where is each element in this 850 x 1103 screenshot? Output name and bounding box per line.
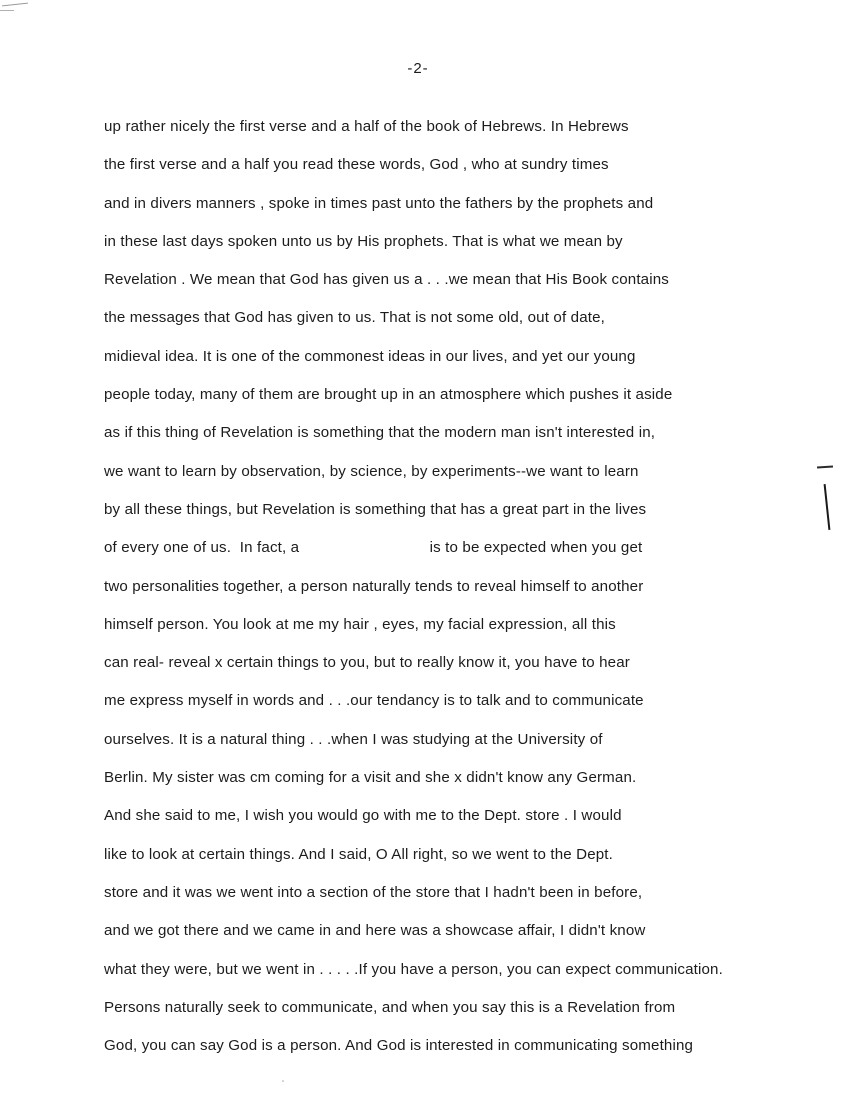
text-line: And she said to me, I wish you would go with me to the Dept. store . I would: [104, 807, 622, 825]
text-line: of every one of us. In fact, a is to be expected when you get: [104, 539, 643, 557]
body-text: [104, 114, 850, 1071]
text-line: up rather nicely the first verse and a half of the book of Hebrews. In Hebrews: [104, 118, 629, 135]
text-line: the first verse and a half you read these words, God , who at sundry times: [104, 156, 609, 174]
text-line: like to look at certain things. And I said, O All right, so we went to the Dept.: [104, 845, 614, 863]
text-line: Berlin. My sister was cm coming for a visit and she x didn't know any German.: [104, 769, 637, 787]
text-line: the messages that God has given to us. That is not some old, out of date,: [104, 309, 605, 327]
text-line: as if this thing of Revelation is something that the modern man isn't interested in,: [104, 424, 656, 442]
scan-mark: [0, 10, 14, 11]
text-line: me express myself in words and . . .our tendancy is to talk and to communicate: [104, 692, 644, 710]
text-line: midieval idea. It is one of the commonest ideas in our lives, and yet our young: [104, 347, 636, 365]
text-line: Persons naturally seek to communicate, and when you say this is a Revelation from: [104, 998, 676, 1016]
text-line: ourselves. It is a natural thing . . .when I was studying at the University of: [104, 730, 603, 748]
text-line: can real- reveal x certain things to you, but to really know it, you have to hear: [104, 654, 630, 672]
text-line: in these last days spoken unto us by His prophets. That is what we mean by: [104, 232, 623, 250]
text-line: people today, many of them are brought up in an atmosphere which pushes it aside: [104, 386, 673, 404]
text-line: by all these things, but Revelation is something that has a great part in the lives: [104, 500, 647, 518]
text-line: and in divers manners , spoke in times past unto the fathers by the prophets and: [104, 194, 654, 212]
text-line: God, you can say God is a person. And God is interested in communicating something: [104, 1037, 694, 1055]
scan-mark: [2, 3, 28, 7]
scan-speck: [282, 1080, 284, 1082]
text-line: what they were, but we went in . . . . .If you have a person, you can expect communication.: [104, 960, 723, 978]
text-line: two personalities together, a person naturally tends to reveal himself to another: [104, 577, 644, 595]
text-line: himself person. You look at me my hair , eyes, my facial expression, all this: [104, 615, 616, 633]
text-line: store and it was we went into a section of the store that I hadn't been in before,: [104, 883, 643, 901]
page-number: -2-: [407, 60, 429, 77]
text-line: we want to learn by observation, by science, by experiments--we want to learn: [104, 462, 639, 480]
text-line: Revelation . We mean that God has given us a . . .we mean that His Book contains: [104, 271, 669, 289]
text-line: and we got there and we came in and here was a showcase affair, I didn't know: [104, 922, 646, 940]
